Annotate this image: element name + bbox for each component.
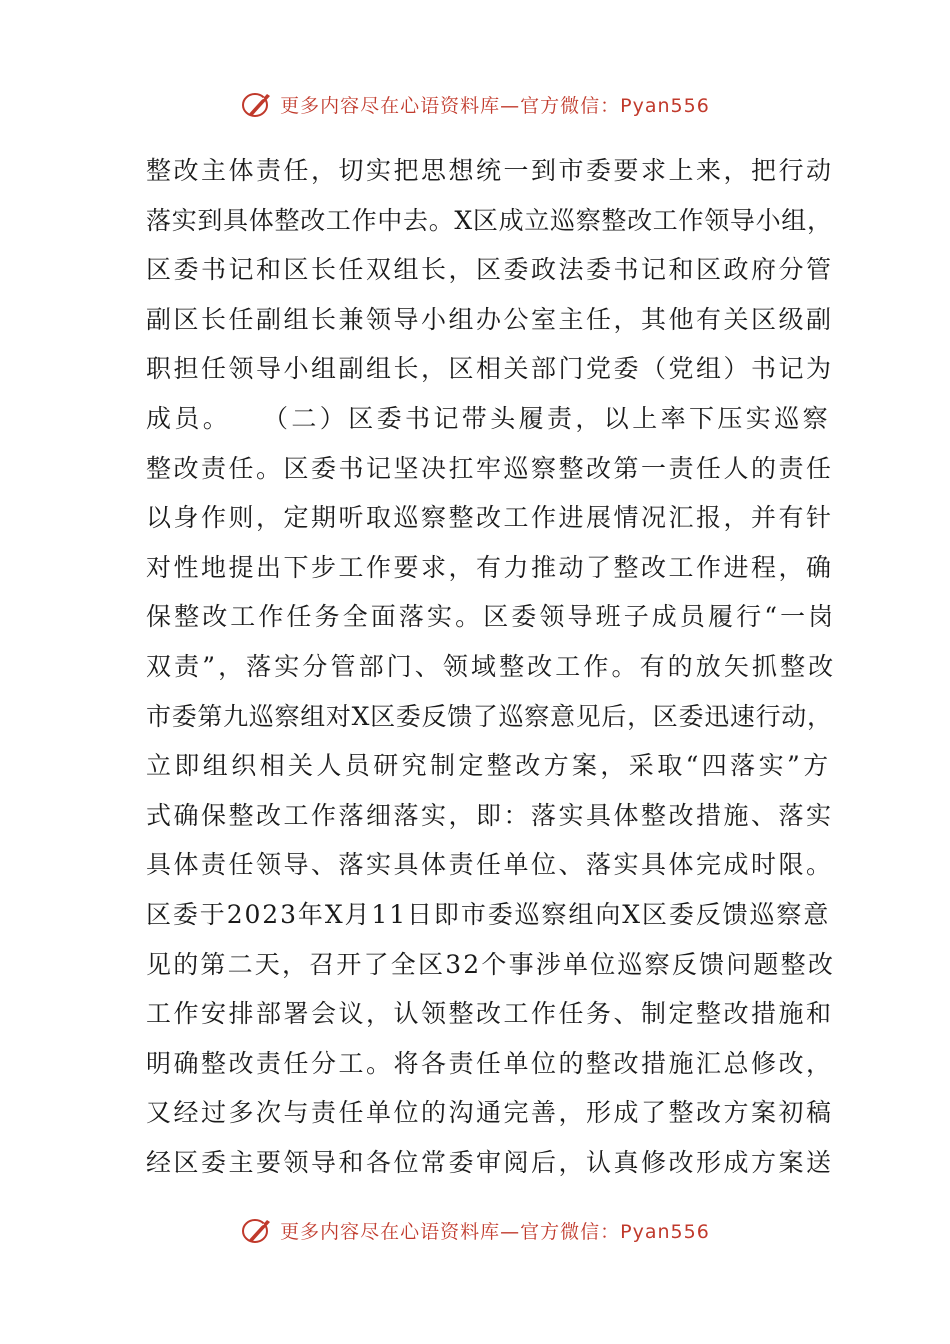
text-line: 区委书记和区长任双组长，区委政法委书记和区政府分管	[146, 255, 834, 285]
text-line: 副区长任副组长兼领导小组办公室主任，其他有关区级副	[146, 304, 834, 334]
text-line: 区委于2023年X月11日即市委巡察组向X区委反馈巡察意	[146, 899, 831, 929]
text-line: 经区委主要领导和各位常委审阅后，认真修改形成方案送	[146, 1147, 834, 1177]
text-line: 职担任领导小组副组长，区相关部门党委（党组）书记为	[146, 354, 834, 384]
text-line: 整改主体责任，切实把思想统一到市委要求上来，把行动	[146, 156, 834, 185]
watermark-footer	[0, 1210, 950, 1250]
text-line: 双责”，落实分管部门、领域整改工作。有的放矢抓整改	[146, 651, 837, 681]
quill-logo-icon	[240, 1215, 274, 1245]
text-line: 保整改工作任务全面落实。区委领导班子成员履行“一岗	[146, 602, 837, 632]
text-line: 市委第九巡察组对X区委反馈了巡察意见后，区委迅速行动，	[146, 701, 833, 731]
text-line: 整改责任。区委书记坚决扛牢巡察整改第一责任人的责任	[146, 453, 834, 483]
text-line: 对性地提出下步工作要求，有力推动了整改工作进程，确	[146, 552, 834, 582]
text-line: 见的第二天，召开了全区32个事涉单位巡察反馈问题整改	[146, 949, 836, 979]
text-line: 落实到具体整改工作中去。X区成立巡察整改工作领导小组，	[146, 205, 833, 235]
text-line: 式确保整改工作落细落实，即：落实具体整改措施、落实	[146, 800, 834, 830]
text-line: 又经过多次与责任单位的沟通完善，形成了整改方案初稿	[146, 1098, 834, 1128]
text-line: 立即组织相关人员研究制定整改方案，采取“四落实”方	[146, 751, 832, 781]
text-line: 工作安排部署会议，认领整改工作任务、制定整改措施和	[146, 999, 834, 1029]
quill-logo-icon	[240, 89, 274, 119]
text-line: 明确整改责任分工。将各责任单位的整改措施汇总修改，	[146, 1048, 834, 1078]
text-line: 以身作则，定期听取巡察整改工作进展情况汇报，并有针	[146, 503, 834, 533]
text-line: 具体责任领导、落实具体责任单位、落实具体完成时限。	[146, 850, 834, 880]
text-line: 成员。 （二）区委书记带头履责，以上率下压实巡察	[146, 403, 832, 433]
watermark-header	[0, 84, 950, 124]
watermark-text: 更多内容尽在心语资料库—官方微信：Pyan556	[280, 94, 710, 117]
watermark-text: 更多内容尽在心语资料库—官方微信：Pyan556	[280, 1220, 710, 1243]
document-body	[146, 146, 837, 1187]
